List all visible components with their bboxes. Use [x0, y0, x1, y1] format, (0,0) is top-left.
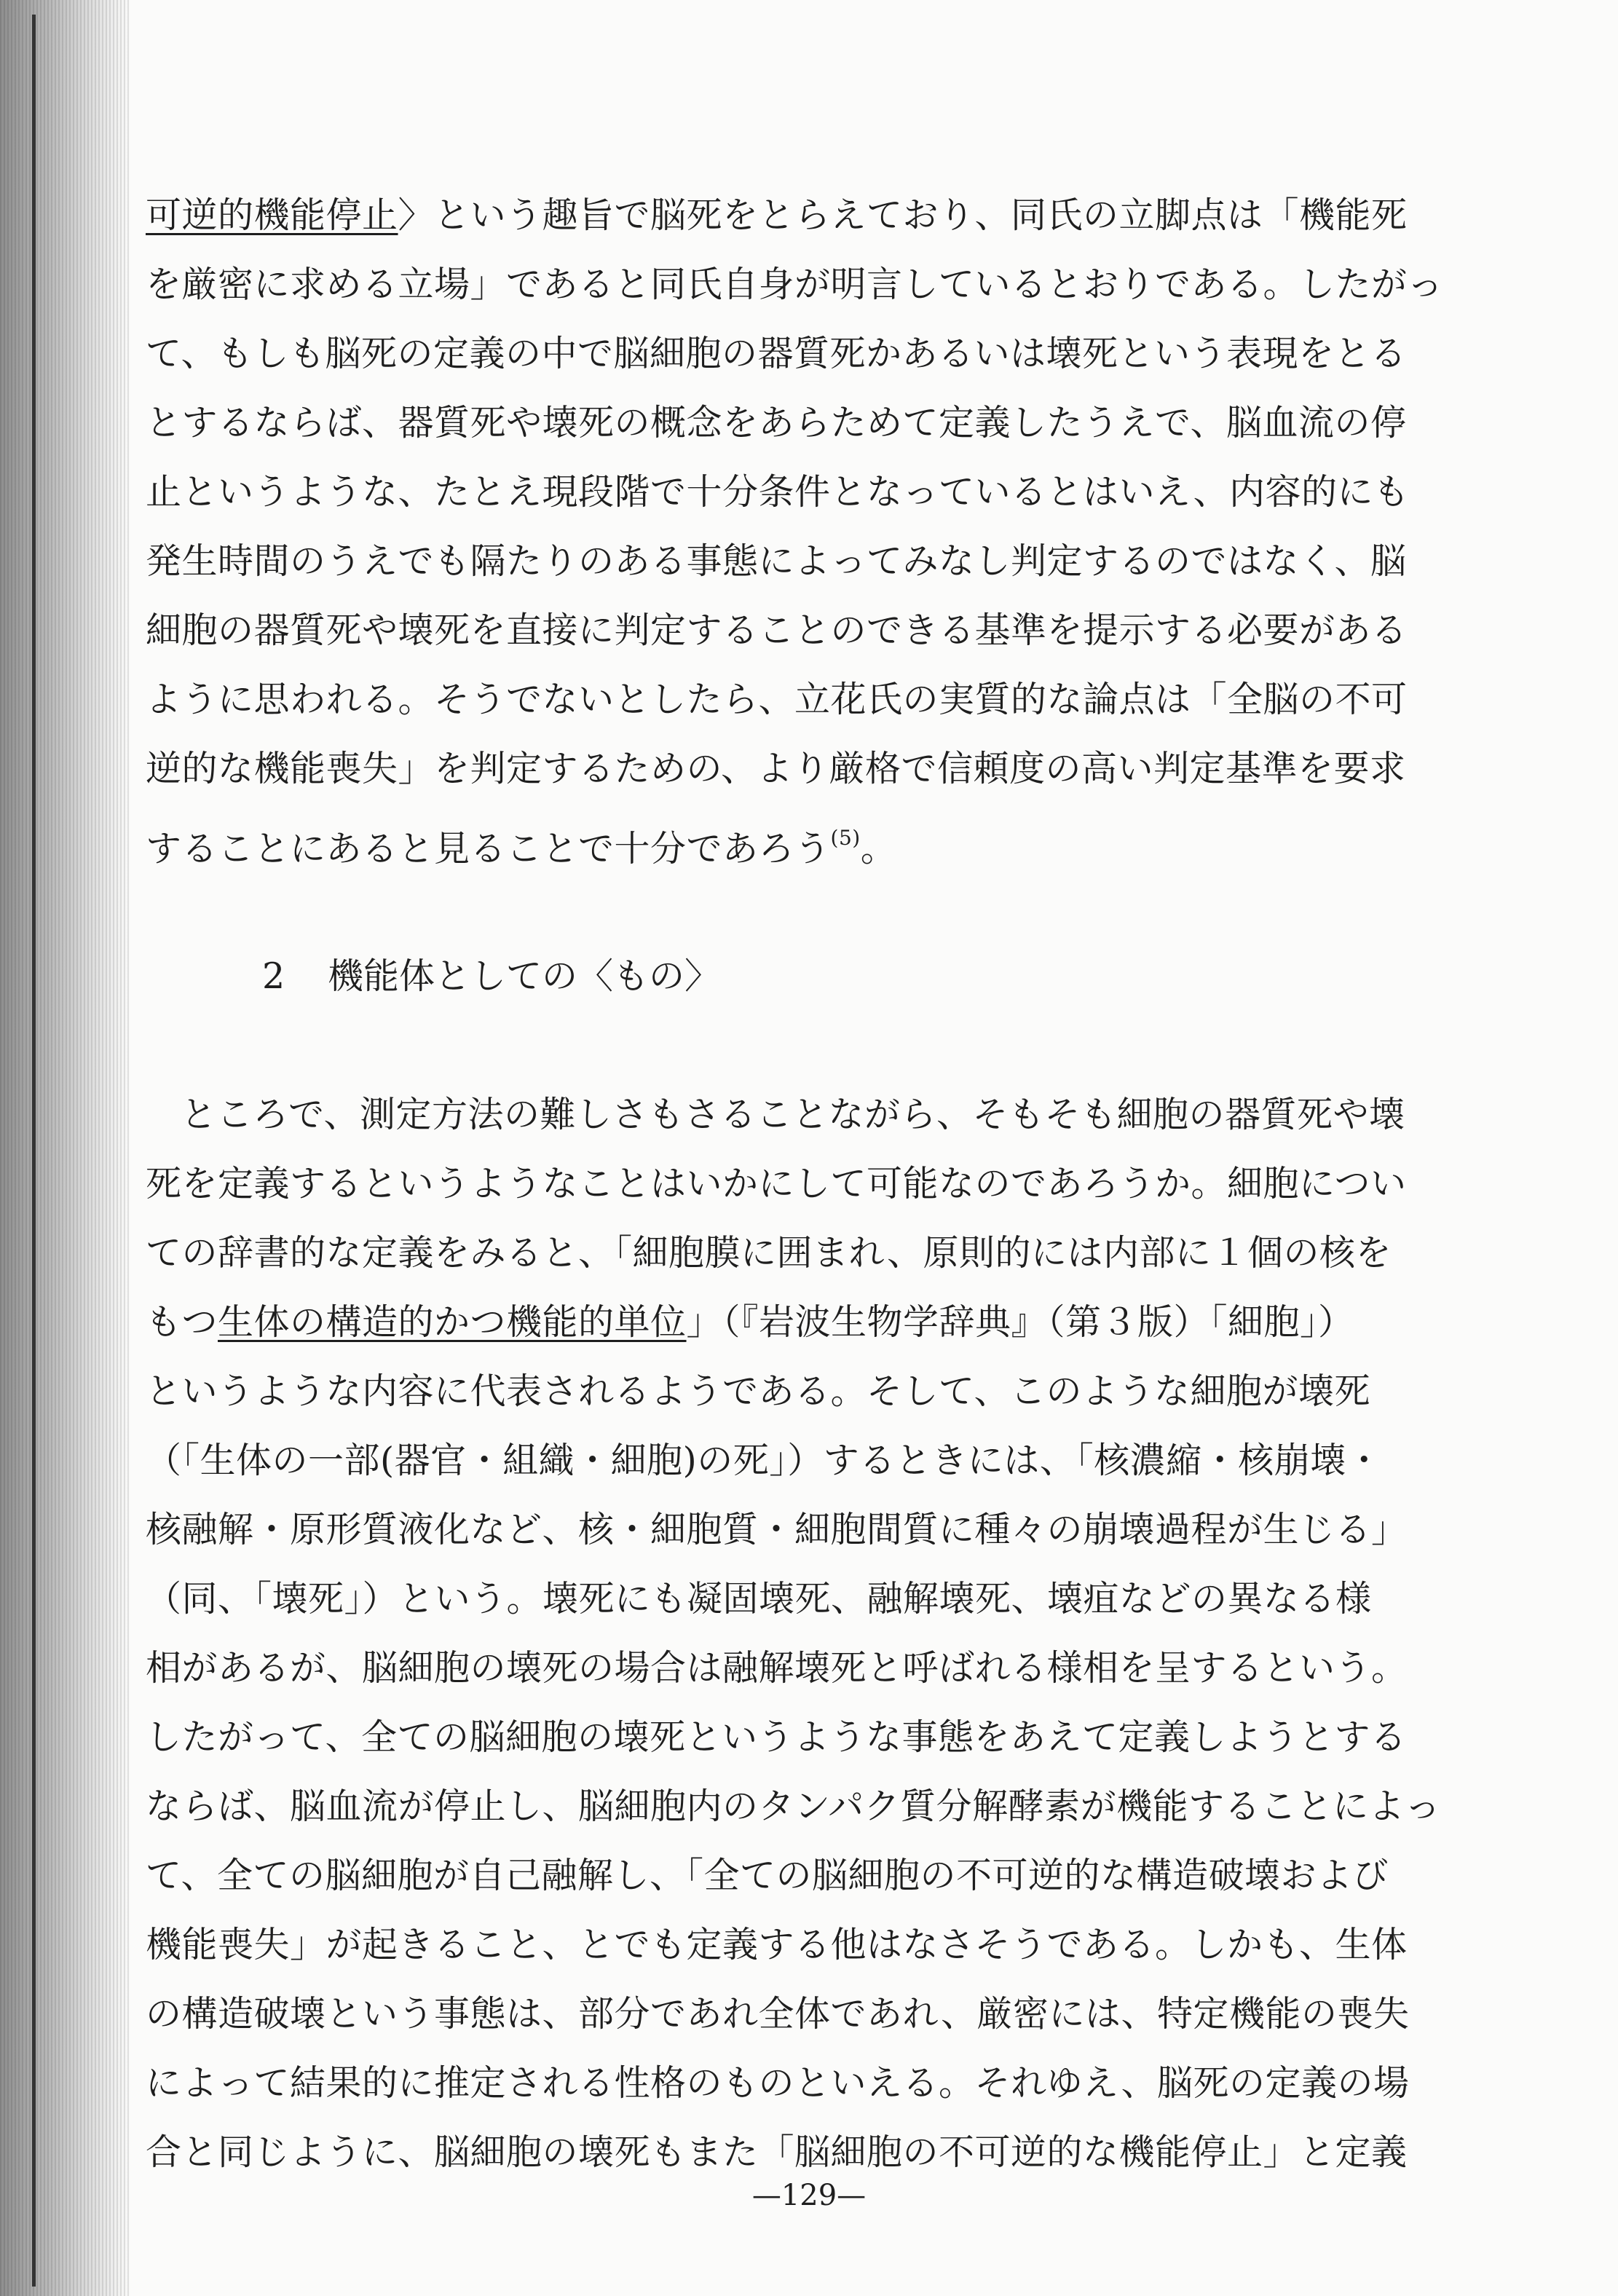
text-run: 。 [860, 828, 897, 869]
text-run: 」（『岩波生物学辞典』（第３版）「細胞」） [686, 1301, 1354, 1343]
paragraph2-line: 核融解・原形質液化など、核・細胞質・細胞間質に種々の崩壊過程が生じる」 [146, 1509, 1408, 1550]
paragraph2-line: て、全ての脳細胞が自己融解し、「全ての脳細胞の不可逆的な構造破壊および [146, 1855, 1389, 1896]
text-run: することにあると見ることで十分であろう [146, 828, 831, 869]
section-title: 機能体としての〈もの〉 [328, 955, 721, 997]
paragraph1-line [146, 181, 1456, 250]
spacer [146, 1011, 1456, 1080]
paragraph1-line: とするならば、器質死や壊死の概念をあらためて定義したうえで、脳血流の停 [146, 402, 1407, 443]
text-run: もつ [146, 1301, 218, 1343]
paragraph1-line: 発生時間のうえでも隔たりのある事態によってみなし判定するのではなく、脳 [146, 540, 1407, 582]
paragraph1-line: ように思われる。そうでないとしたら、立花氏の実質的な論点は「全脳の不可 [146, 679, 1408, 720]
paragraph1-line: て、もしも脳死の定義の中で脳細胞の器質死かあるいは壊死という表現をとる [146, 333, 1407, 374]
underlined-phrase: 可逆的機能停止 [146, 194, 398, 236]
paragraph2-line: ところで、測定方法の難しさもさることながら、そもそも細胞の器質死や壊 [181, 1094, 1405, 1135]
paragraph1-line: 逆的な機能喪失」を判定するための、より厳格で信頼度の高い判定基準を要求 [146, 748, 1406, 789]
paragraph2-line: ならば、脳血流が停止し、脳細胞内のタンパク質分解酵素が機能することによっ [146, 1786, 1441, 1827]
text-run: 〉という趣旨で脳死をとらえており、同氏の立脚点は「機能死 [398, 194, 1408, 236]
paragraph2-line [146, 1287, 1456, 1357]
page-number: —129— [751, 2179, 867, 2212]
paragraph2-line: ての辞書的な定義をみると、「細胞膜に囲まれ、原則的には内部に１個の核を [146, 1232, 1392, 1274]
paragraph2-line: によって結果的に推定される性格のものといえる。それゆえ、脳死の定義の場 [146, 2062, 1410, 2104]
paragraph2-line: したがって、全ての脳細胞の壊死というような事態をあえて定義しようとする [146, 1716, 1407, 1758]
paragraph2-line: （同、「壊死」）という。壊死にも凝固壊死、融解壊死、壊疽などの異なる様 [146, 1578, 1372, 1620]
paragraph2-line: 相があるが、脳細胞の壊死の場合は融解壊死と呼ばれる様相を呈するという。 [146, 1647, 1408, 1689]
page-body [146, 181, 1456, 2187]
section-heading [146, 942, 1456, 1011]
paragraph1-line: 止というような、たとえ現段階で十分条件となっているとはいえ、内容的にも [146, 471, 1410, 513]
binding-line [32, 15, 36, 2287]
paragraph2-line: （「生体の一部(器官・組織・細胞)の死」）するときには、「核濃縮・核崩壊・ [146, 1440, 1383, 1481]
paragraph2-line: 機能喪失」が起きること、とでも定義する他はなさそうである。しかも、生体 [146, 1924, 1408, 1965]
paragraph1-line: 細胞の器質死や壊死を直接に判定することのできる基準を提示する必要がある [146, 609, 1408, 651]
binding-shadow [0, 0, 131, 2296]
paragraph2-line: の構造破壊という事態は、部分であれ全体であれ、厳密には、特定機能の喪失 [146, 1993, 1410, 2035]
paragraph2-line: 合と同じように、脳細胞の壊死もまた「脳細胞の不可逆的な機能停止」と定義 [146, 2131, 1408, 2173]
paragraph1-line: を厳密に求める立場」であると同氏自身が明言しているとおりである。したがっ [146, 264, 1444, 305]
section-number: 2 [262, 955, 285, 997]
paragraph1-line [146, 803, 1456, 872]
spacer [146, 872, 1456, 942]
paragraph2-line: 死を定義するというようなことはいかにして可能なのであろうか。細胞につい [146, 1163, 1407, 1204]
paragraph2-line: というような内容に代表されるようである。そして、このような細胞が壊死 [146, 1370, 1371, 1412]
footnote-ref: (5) [830, 826, 861, 850]
underlined-phrase: 生体の構造的かつ機能的単位 [218, 1301, 687, 1343]
